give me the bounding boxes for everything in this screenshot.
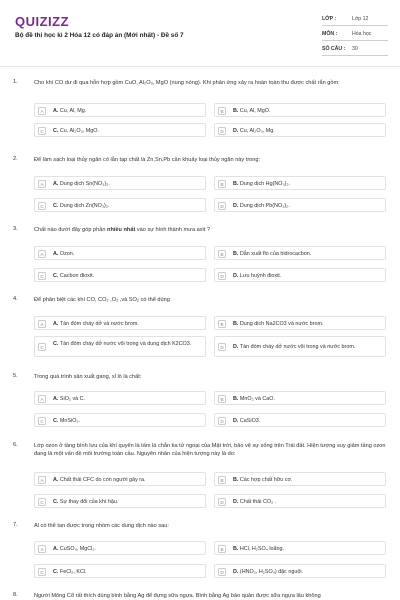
option-a[interactable]: A A. Chất thải CFC do con người gây ra. (34, 472, 206, 486)
question-text: Lớp ozon ở tầng bình lưu của khí quyển là tấm lá chắn tia tử ngoại của Mặt trời, bảo vệ sự sống trên Trái đất. Hiện tượng suy giảm tầng ozon đang là một vấn đề môi trường toàn cầu. Nguyên nhân của hiện tượng này là do: (34, 443, 386, 458)
option-text: Tàn đóm cháy dở và nước brom. (59, 320, 139, 327)
option-text: Chất thải CFC do con người gây ra. (59, 476, 146, 483)
option-c[interactable]: C C. MnSiO₃. (34, 413, 206, 427)
meta-grade-label: LỚP : (322, 15, 337, 22)
question-number: 4. (13, 296, 18, 302)
option-text: (HNO₃, H₂SO₄) đặc nguội. (239, 568, 304, 575)
option-text: MnSiO₃. (59, 417, 81, 424)
option-text: Dung dịch Hg(NO₃)₂. (239, 180, 291, 187)
meta-count-label: SỐ CÂU : (322, 45, 346, 52)
option-text: Tàn đóm cháy dở nước vôi trong và dung dịch K2CO3. (59, 340, 192, 347)
question-text: Để làm sạch loại thủy ngân có lẫn tạp chất là Zn,Sn,Pb cần khuấy loại thủy ngân này trong: (34, 157, 261, 163)
option-letter-box: A (38, 545, 46, 553)
option-letter-box: D (218, 272, 226, 280)
option-letter-box: A (38, 250, 46, 258)
meta-divider (322, 40, 388, 41)
option-text: Cu, Al, Mg. (59, 107, 87, 114)
meta-question-count (322, 42, 388, 55)
meta-subject-value: Hóa học (352, 30, 372, 37)
meta-divider (322, 55, 388, 56)
option-text: Dung dịch Zn(NO₃)₂. (59, 202, 110, 209)
option-c[interactable]: C C. Cu, Al₂O₃, MgO. (34, 123, 206, 137)
option-a[interactable]: A A. Tàn đóm cháy dở và nước brom. (34, 316, 206, 330)
option-text: Dẫn xuất flo của hidrocacbon. (239, 250, 312, 257)
option-letter-box: C (38, 417, 46, 425)
option-text: Lưu huỳnh đioxit. (239, 272, 282, 279)
option-d[interactable]: D D. Lưu huỳnh đioxit. (214, 268, 386, 282)
option-text: SiO₂ và C. (59, 395, 86, 402)
option-b[interactable]: B B. Các hợp chất hữu cơ. (214, 472, 386, 486)
option-letter-box: D (218, 202, 226, 210)
question-text: Trong quá trình sản xuất gang, xỉ lò là chất: (34, 374, 142, 380)
option-letter-box: C (38, 202, 46, 210)
meta-grade (322, 12, 388, 25)
option-a[interactable]: A A. Ozon. (34, 246, 206, 260)
option-letter-box: C (38, 127, 46, 135)
worksheet-header (0, 0, 400, 64)
option-text: HCl, H₂SO₄ loãng. (239, 545, 285, 552)
option-a[interactable]: A A. Cu, Al, Mg. (34, 103, 206, 117)
question-number: 8. (13, 592, 18, 598)
option-letter-box: B (218, 107, 226, 115)
meta-divider (322, 25, 388, 26)
emphasis-text: nhiều nhất (107, 227, 136, 233)
option-a[interactable]: A A. CuSO₄, MgCl₂. (34, 541, 206, 555)
option-text: Cu, Al, MgO. (239, 107, 271, 114)
option-b[interactable]: B B. Dẫn xuất flo của hidrocacbon. (214, 246, 386, 260)
meta-subject-label: MÔN : (322, 30, 338, 37)
option-letter-box: A (38, 476, 46, 484)
question-text: Chất nào dưới đây góp phần nhiều nhất vào sự hình thành mưa axit ? (34, 227, 210, 233)
option-b[interactable]: B B. HCl, H₂SO₄ loãng. (214, 541, 386, 555)
option-letter-box: B (218, 320, 226, 328)
option-d[interactable]: D D. Chất thải CO₂ . (214, 494, 386, 508)
option-letter-box: C (38, 568, 46, 576)
question-number: 6. (13, 442, 18, 448)
option-text: Tàn đóm cháy dở nước vôi trong và nước brom. (239, 344, 356, 350)
option-text: Dung dịch Na2CO3 và nước brom. (239, 320, 324, 327)
option-text: FeCl₂, KCl. (59, 568, 87, 575)
option-c[interactable]: C C. Sự thay đổi của khí hậu. (34, 494, 206, 508)
option-d[interactable]: D D. Cu, Al₂O₃, Mg. (214, 123, 386, 137)
question-number: 3. (13, 226, 18, 232)
question-number: 7. (13, 522, 18, 528)
option-letter-box: B (218, 545, 226, 553)
option-letter-box: C (38, 272, 46, 280)
option-letter-box: D (218, 568, 226, 576)
question-text: Cho khí CO dư đi qua hỗn hợp gồm CuO, Al₂O₃, MgO (nung nóng). Khi phản ứng xảy ra hoàn toàn thu được chất rắn gồm: (34, 80, 340, 86)
option-text: Sự thay đổi của khí hậu. (59, 498, 119, 505)
option-d[interactable]: D D. (HNO₃, H₂SO₄) đặc nguội. (214, 564, 386, 578)
question-text: Người Mông Cổ rất thích dùng bình bằng Ag để đựng sữa ngựa. Bình bằng Ag bảo quản được sữa ngựa lâu không (34, 593, 321, 599)
option-letter-box: D (218, 498, 226, 506)
option-text: CuSO₄, MgCl₂. (59, 545, 96, 552)
option-letter-box: A (38, 180, 46, 188)
option-text: Cacbon đioxit. (59, 272, 95, 279)
option-b[interactable]: B B. Dung dịch Hg(NO₃)₂. (214, 176, 386, 190)
question-text: Để phân biệt các khí CO, CO₂ ,O₂ ,và SO₂ có thể dùng (34, 297, 170, 303)
option-b[interactable]: B B. Dung dịch Na2CO3 và nước brom. (214, 316, 386, 330)
option-b[interactable]: B B. MnO₂ và CaO. (214, 391, 386, 405)
option-c[interactable]: C C. Tàn đóm cháy dở nước vôi trong và dung dịch K2CO3. (34, 336, 206, 357)
option-letter-box: B (218, 395, 226, 403)
option-b[interactable]: B B. Cu, Al, MgO. (214, 103, 386, 117)
option-text: Chất thải CO₂ . (239, 498, 277, 505)
option-d[interactable]: D D. Tàn đóm cháy dở nước vôi trong và nước brom. (214, 336, 386, 357)
option-text: MnO₂ và CaO. (239, 395, 275, 402)
option-letter-box: D (218, 417, 226, 425)
question-number: 2. (13, 156, 18, 162)
header-divider (0, 66, 400, 67)
option-letter-box: A (38, 107, 46, 115)
option-letter-box: A (38, 320, 46, 328)
option-d[interactable]: D D. CaSiO3. (214, 413, 386, 427)
option-c[interactable]: C C. Dung dịch Zn(NO₃)₂. (34, 198, 206, 212)
option-text: CaSiO3. (239, 417, 261, 424)
option-letter-box: D (218, 127, 226, 135)
meta-count-value: 30 (352, 45, 358, 52)
option-letter-box: C (38, 343, 46, 351)
question-text: Al có thể tan được trong nhóm các dung dịch nào sau: (34, 523, 169, 529)
option-a[interactable]: A A. SiO₂ và C. (34, 391, 206, 405)
option-text: Các hợp chất hữu cơ. (239, 476, 293, 483)
question-number: 5. (13, 373, 18, 379)
option-c[interactable]: C C. FeCl₂, KCl. (34, 564, 206, 578)
option-letter-box: B (218, 476, 226, 484)
option-letter-box: D (218, 343, 226, 351)
option-c[interactable]: C C. Cacbon đioxit. (34, 268, 206, 282)
meta-grade-value: Lớp 12 (352, 15, 369, 22)
option-d[interactable]: D D. Dung dịch Pb(NO₃)₂. (214, 198, 386, 212)
worksheet-title: Bộ đề thi học kì 2 Hóa 12 có đáp án (Mới nhất) - Đề số 7 (15, 32, 184, 39)
option-text: Dung dịch Pb(NO₃)₂. (239, 202, 290, 209)
option-letter-box: B (218, 180, 226, 188)
meta-subject (322, 27, 388, 40)
option-a[interactable]: A A. Dung dịch Sn(NO₃)₂. (34, 176, 206, 190)
option-text: Dung dịch Sn(NO₃)₂. (59, 180, 110, 187)
option-letter-box: C (38, 498, 46, 506)
option-letter-box: B (218, 250, 226, 258)
option-letter-box: A (38, 395, 46, 403)
question-number: 1. (13, 79, 18, 85)
option-text: Ozon. (59, 250, 75, 257)
option-text: Cu, Al₂O₃, Mg. (239, 127, 275, 134)
option-text: Cu, Al₂O₃, MgO. (59, 127, 99, 134)
quizizz-logo: QUIZIZZ (15, 14, 70, 29)
